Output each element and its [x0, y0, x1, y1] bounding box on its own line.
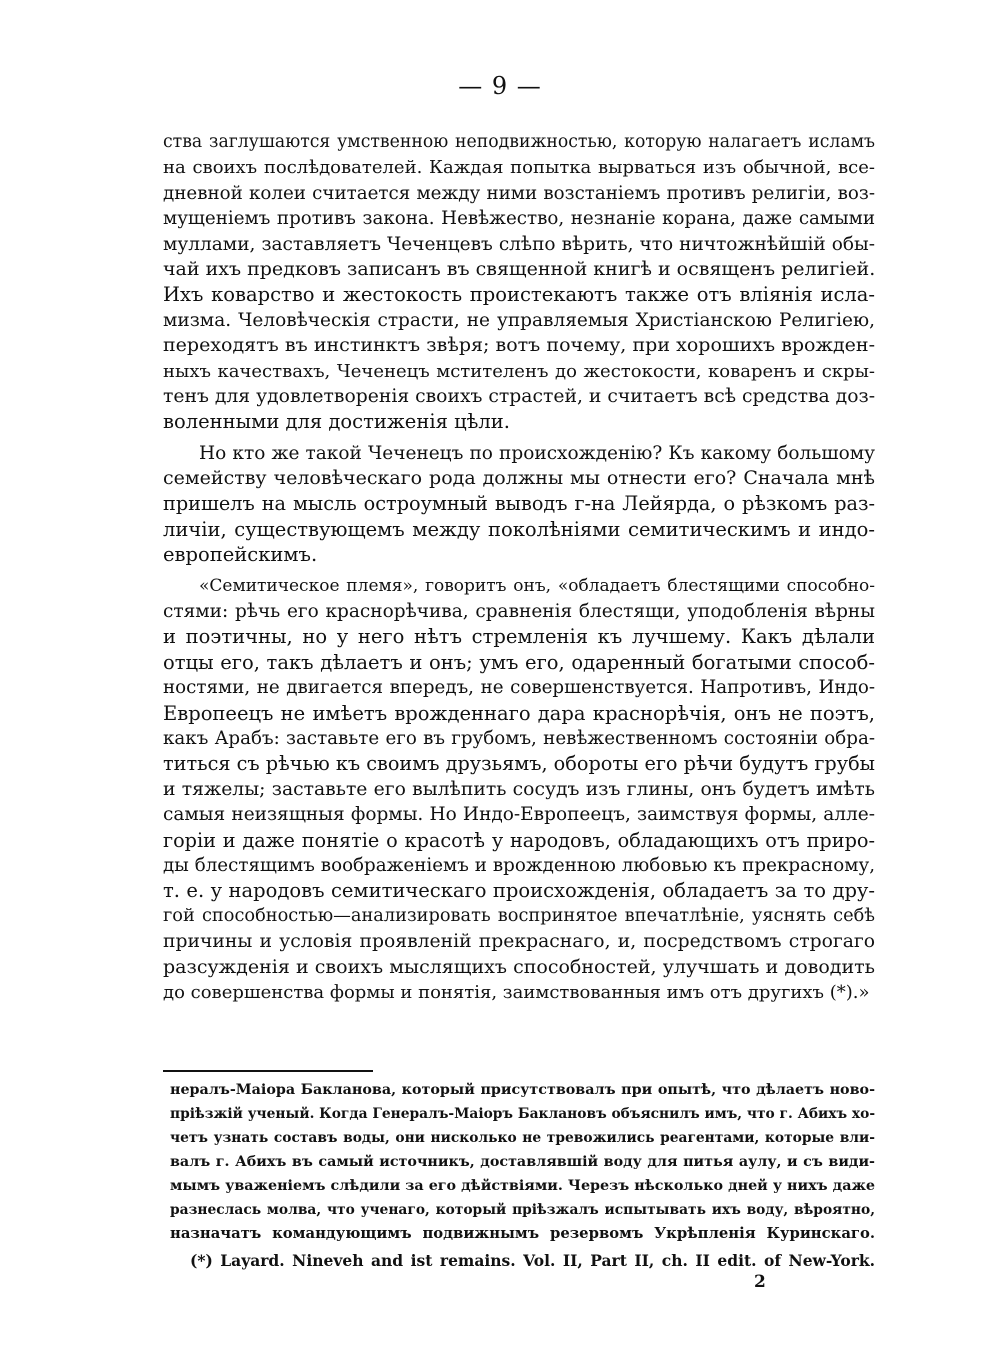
text-line: Но кто же такой Чеченецъ по происхожденію? Къ какому большому	[199, 442, 875, 464]
text-line: на своихъ послѣдователей. Каждая попытка вырваться изъ обычной, все-	[163, 157, 875, 179]
footnote-line: четъ узнать составъ воды, они нисколько не тревожились реагентами, которые вли-	[170, 1130, 875, 1146]
text-line: переходятъ въ инстинктъ звѣря; вотъ почему, при хорошихъ врожден-	[163, 334, 875, 357]
text-line: и поэтичны, но у него нѣтъ стремленія къ лучшему. Какъ дѣлали	[163, 625, 875, 649]
text-line: титься съ рѣчью къ своимъ друзьямъ, обороты его рѣчи будутъ грубы	[163, 752, 875, 776]
footnote-line: мымъ уваженіемъ слѣдили за его дѣйствіями. Черезъ нѣсколько дней у нихъ даже	[170, 1178, 875, 1194]
footnote-line: нералъ-Маіора Бакланова, который присутствовалъ при опытѣ, что дѣлаетъ ново-	[170, 1082, 875, 1098]
text-line: Европеецъ не имѣетъ врожденнаго дара краснорѣчія, онъ не поэтъ,	[163, 701, 875, 725]
text-line: стями: рѣчь его краснорѣчива, сравненія блестящи, уподобленія вѣрны	[163, 601, 875, 623]
footnote-line: пріѣзжій ученый. Когда Генералъ-Маіоръ Баклановъ объяснилъ имъ, что г. Абихъ хо-	[170, 1106, 875, 1122]
paragraph	[163, 130, 875, 435]
page-number: — 9 —	[458, 72, 542, 100]
text-line: ныхъ качествахъ, Чеченецъ мстителенъ до жестокости, коваренъ и скры-	[163, 360, 875, 382]
text-line: мущеніемъ противъ закона. Невѣжество, незнаніе корана, даже самыми	[163, 208, 875, 230]
text-line: муллами, заставляетъ Чеченцевъ слѣпо вѣрить, что ничтожнѣйшій обы-	[163, 233, 875, 255]
text-line: воленными для достиженія цѣли.	[163, 410, 510, 434]
text-line: причины и условія проявленій прекраснаго, и, посредствомъ строгаго	[163, 931, 875, 953]
text-line: разсужденія и своихъ мыслящихъ способностей, улучшать и доводить	[163, 955, 875, 978]
text-line: мизма. Человѣческія страсти, не управляемыя Христіанскою Религіею,	[163, 309, 875, 331]
text-line: пришелъ на мысль остроумный выводъ г-на Лейярда, о рѣзкомъ раз-	[163, 492, 875, 516]
text-line: т. е. у народовъ семитическаго происхожденія, обладаетъ за то дру-	[163, 879, 875, 903]
text-line: европейскимъ.	[163, 543, 318, 567]
text-line: и тяжелы; заставьте его вылѣпить сосудъ изъ глины, онъ будетъ имѣть	[163, 778, 875, 800]
footnote-line: разнеслась молва, что ученаго, который пріѣзжалъ испытывать ихъ воду, вѣроятно,	[170, 1202, 875, 1218]
text-line: чай ихъ предковъ записанъ въ священной книгѣ и освященъ религіей.	[163, 257, 875, 280]
text-line: тенъ для удовлетворенія своихъ страстей, и считаетъ всѣ средства доз-	[163, 385, 875, 407]
text-line: Ихъ коварство и жестокость проистекаютъ также отъ вліянія исла-	[163, 283, 875, 307]
text-line: «Семитическое племя», говоритъ онъ, «обладаетъ блестящими способно-	[199, 575, 875, 596]
text-line: до совершенства формы и понятія, заимствованныя имъ отъ другихъ (*).»	[163, 981, 870, 1003]
text-line: дневной колеи считается между ними возстаніемъ противъ религіи, воз-	[163, 182, 875, 204]
text-line: семейству человѣческаго рода должны мы отнести его? Сначала мнѣ	[163, 467, 875, 490]
paragraph	[163, 574, 875, 1006]
text-line: ды блестящимъ воображеніемъ и врожденною любовью къ прекрасному,	[163, 854, 875, 876]
signature-mark: 2	[754, 1272, 766, 1292]
footnote-line: назначатъ командующимъ подвижнымъ резервомъ Укрѣпленія Куринскаго.	[170, 1225, 875, 1242]
text-line: ностями, не двигается впередъ, не совершенствуется. Напротивъ, Индо-	[163, 677, 875, 699]
text-line: отцы его, такъ дѣлаетъ и онъ; умъ его, одаренный богатыми способ-	[163, 650, 875, 674]
main-text	[163, 130, 875, 1005]
text-line: какъ Арабъ: заставьте его въ грубомъ, невѣжественномъ состояніи обра-	[163, 727, 875, 749]
reference-footnote: (*) Layard. Nineveh and ist remains. Vol. II, Part II, ch. II edit. of New-York.	[190, 1251, 875, 1270]
footnote-line: валъ г. Абихъ въ самый источникъ, доставлявшій воду для питья аулу, и съ види-	[170, 1154, 875, 1170]
paragraph	[163, 441, 875, 568]
text-line: самыя неизящныя формы. Но Индо-Европеецъ, заимствуя формы, алле-	[163, 804, 875, 826]
text-line: горіи и даже понятіе о красотѣ у народовъ, обладающихъ отъ приро-	[163, 828, 875, 852]
text-line: гой способностью—анализировать воспринятое впечатлѣніе, уяснять себѣ	[163, 905, 875, 926]
footnote-continuation	[170, 1078, 875, 1246]
footnote-divider	[163, 1070, 373, 1072]
text-line: ства заглушаются умственною неподвижностью, которую налагаетъ исламъ	[163, 132, 875, 152]
text-line: личіи, существующемъ между поколѣніями семитическимъ и индо-	[163, 517, 875, 541]
